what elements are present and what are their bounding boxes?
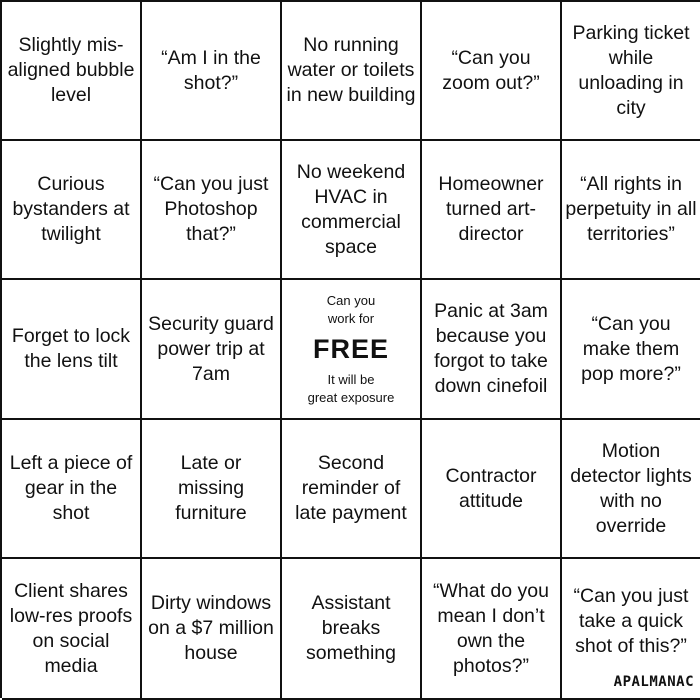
bingo-cell	[562, 280, 700, 420]
bingo-cell	[562, 559, 700, 700]
cell-text: Contractor attitude	[445, 464, 537, 512]
free-cell	[282, 280, 422, 420]
bingo-cell	[422, 141, 562, 280]
bingo-cell	[2, 559, 142, 700]
bingo-cell	[422, 559, 562, 700]
bingo-cell	[422, 280, 562, 420]
bingo-cell	[142, 280, 282, 420]
cell-text: Second reminder of late payment	[295, 452, 407, 524]
cell-text: Security guard power trip at 7am	[148, 312, 274, 385]
bingo-cell	[562, 141, 700, 280]
cell-text: Parking ticket while unloading in city	[572, 21, 690, 119]
cell-text: Motion detector lights with no override	[570, 439, 692, 537]
bingo-cell	[142, 559, 282, 700]
bingo-cell	[2, 280, 142, 420]
cell-text: Panic at 3am because you forgot to take down cinefoil	[434, 300, 548, 397]
cell-text: No running water or toilets in new building	[286, 34, 416, 106]
cell-text: Forget to lock the lens tilt	[11, 325, 131, 372]
cell-text: “Am I in the shot?”	[161, 46, 261, 94]
bingo-cell	[2, 141, 142, 280]
bingo-cell	[142, 2, 282, 141]
cell-text: “Can you make them pop more?”	[581, 312, 681, 385]
cell-text: “Can you just take a quick shot of this?”	[573, 585, 689, 657]
cell-text: Late or missing furniture	[175, 452, 247, 524]
cell-text: No weekend HVAC in commercial space	[296, 160, 406, 258]
bingo-cell	[562, 420, 700, 559]
bingo-cell	[2, 420, 142, 559]
bingo-cell	[282, 2, 422, 141]
cell-text: Curious bystanders at twilight	[12, 173, 130, 245]
brand-logo: APALMANAC	[613, 674, 694, 690]
bingo-cell	[562, 2, 700, 141]
cell-text: “What do you mean I don’t own the photos?”	[433, 579, 549, 677]
cell-text: “Can you just Photoshop that?”	[153, 173, 269, 245]
bingo-cell	[142, 141, 282, 280]
free-cell-line: Can you	[326, 292, 376, 308]
bingo-cell	[282, 420, 422, 559]
cell-text: Left a piece of gear in the shot	[9, 452, 133, 524]
bingo-cell	[282, 559, 422, 700]
bingo-cell	[422, 2, 562, 141]
bingo-cell	[142, 420, 282, 559]
cell-text: Client shares low-res proofs on social media	[9, 579, 133, 677]
cell-text: Homeowner turned art-director	[438, 173, 544, 245]
free-cell-line: work for	[327, 310, 375, 326]
free-cell-line: It will be	[327, 371, 375, 387]
cell-text: Dirty windows on a $7 million house	[148, 592, 274, 664]
cell-text: Assistant breaks something	[306, 592, 396, 664]
bingo-cell	[282, 141, 422, 280]
free-cell-line: great exposure	[307, 389, 395, 405]
bingo-cell	[2, 2, 142, 141]
cell-text: Slightly mis-aligned bubble level	[7, 34, 135, 106]
bingo-cell	[422, 420, 562, 559]
cell-text: “All rights in perpetuity in all territories”	[565, 173, 697, 245]
cell-text: “Can you zoom out?”	[442, 46, 540, 94]
free-cell-title: FREE	[312, 333, 389, 364]
